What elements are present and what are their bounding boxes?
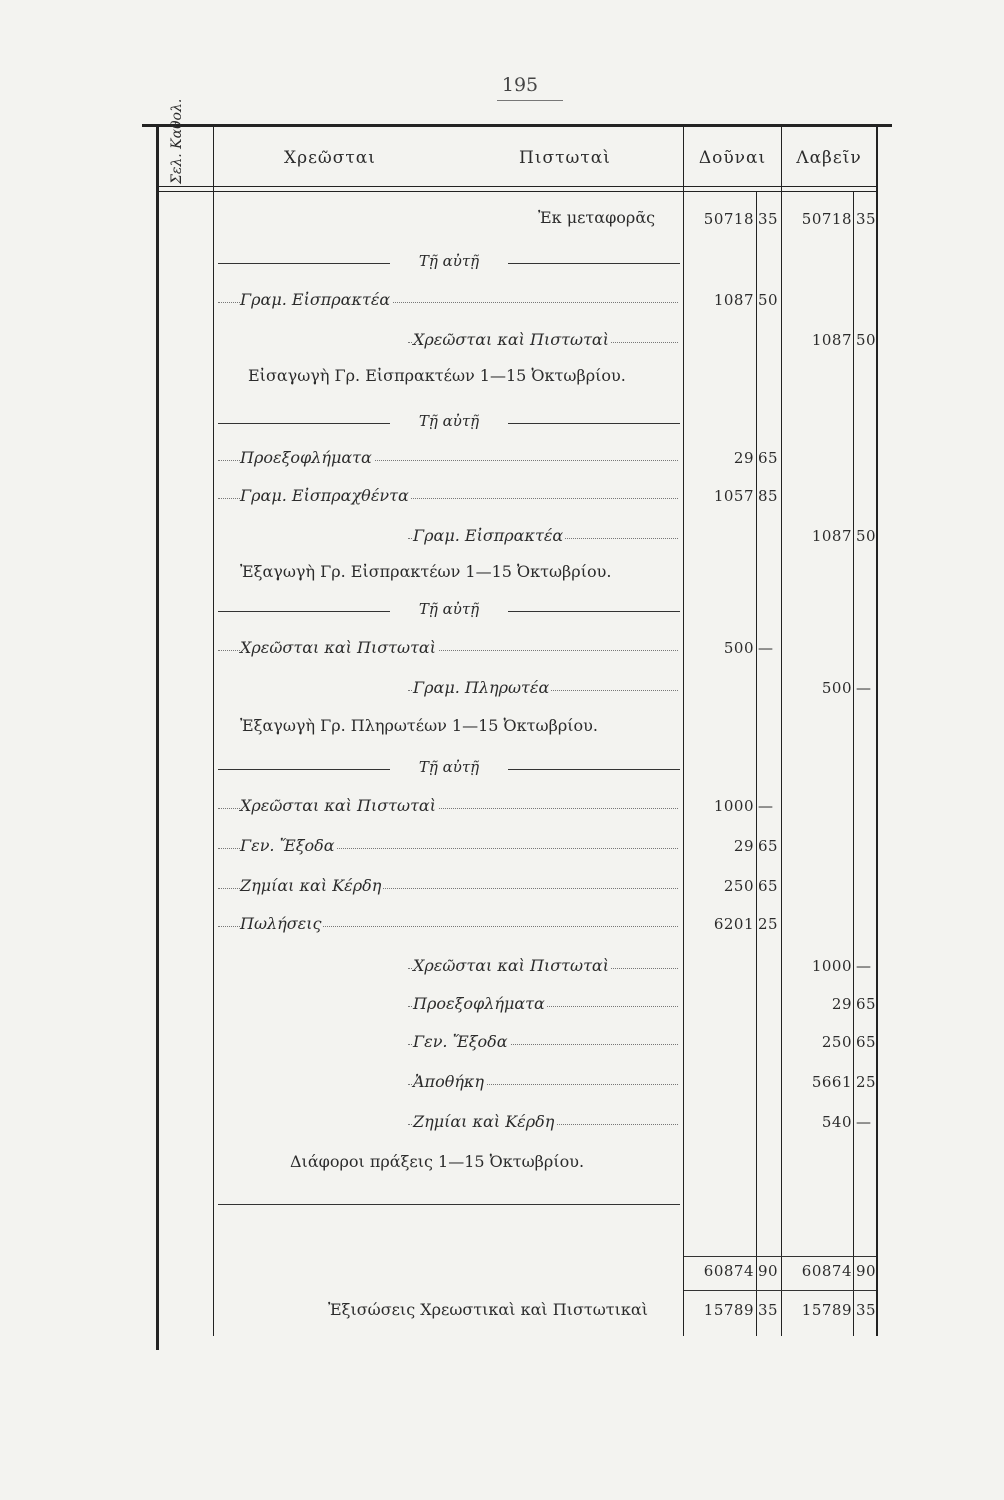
entry-line: Γραμ. Εἰσπρακτέα — [218, 526, 678, 550]
entry-description: Ἐξαγωγὴ Γρ. Εἰσπρακτέων 1—15 Ὀκτωβρίου. — [240, 562, 612, 581]
header-rule-2 — [158, 191, 876, 192]
amount-cents: 25 — [856, 1073, 877, 1091]
date-heading: Τῇ αὐτῇ — [218, 412, 680, 434]
entry-line: Χρεῶσται καὶ Πιστωταὶ — [218, 796, 678, 820]
totals-underline — [684, 1290, 876, 1291]
credit-cents-rule — [853, 192, 854, 1336]
amount-cents: 85 — [758, 487, 779, 505]
ref-column-header: Σελ. Καθολ. — [169, 98, 185, 184]
amount-cents: — — [856, 957, 872, 975]
balance-dr: 15789 — [703, 1301, 754, 1319]
total-dr-cents: 90 — [758, 1262, 779, 1280]
amount: 1087 — [811, 331, 852, 349]
ref-col-rule — [213, 124, 214, 1336]
amount-cents: 65 — [758, 837, 779, 855]
balance-row: Ἐξισώσεις Χρεωστικαὶ καὶ Πιστωτικαὶ — [328, 1300, 648, 1319]
page-number: 195 — [501, 74, 539, 96]
right-border — [876, 124, 878, 1336]
entry-line: Ζημίαι καὶ Κέρδη — [218, 876, 678, 900]
entry-line: Γεν. Ἔξοδα — [218, 836, 678, 860]
carry-forward-row: Ἐκ μεταφορᾶς — [538, 208, 656, 227]
entry-line: Γραμ. Πληρωτέα — [218, 678, 678, 702]
totals-rule — [684, 1256, 876, 1257]
entry-description: Διάφοροι πράξεις 1—15 Ὀκτωβρίου. — [290, 1152, 585, 1171]
amount-cents: 25 — [758, 915, 779, 933]
entry-line: Ἀποθήκη — [218, 1072, 678, 1096]
debit-col-rule — [683, 124, 684, 1336]
entry-line: Ζημίαι καὶ Κέρδη — [218, 1112, 678, 1136]
amount-cents: 50 — [856, 527, 877, 545]
debit-cents-rule — [756, 192, 757, 1336]
amount: 500 — [821, 679, 852, 697]
debit-column-header: Χρεῶσται — [284, 148, 376, 168]
date-heading: Τῇ αὐτῇ — [218, 600, 680, 622]
dr-amount-header: Δοῦναι — [698, 148, 767, 168]
carry-dr: 50718 — [703, 210, 754, 228]
total-cr: 60874 — [801, 1262, 852, 1280]
entry-line: Προεξοφλήματα — [218, 448, 678, 472]
amount-cents: — — [856, 679, 872, 697]
amount: 5661 — [811, 1073, 852, 1091]
carry-dr-cents: 35 — [758, 210, 779, 228]
amount-cents: 65 — [856, 995, 877, 1013]
amount-cents: 65 — [758, 877, 779, 895]
balance-cr: 15789 — [801, 1301, 852, 1319]
balance-dr-cents: 35 — [758, 1301, 779, 1319]
amount: 250 — [723, 877, 754, 895]
amount: 6201 — [713, 915, 754, 933]
closing-rule — [218, 1204, 680, 1205]
amount: 1000 — [811, 957, 852, 975]
date-heading: Τῇ αὐτῇ — [218, 252, 680, 274]
cr-amount-header: Λαβεῖν — [796, 148, 862, 168]
entry-line: Χρεῶσται καὶ Πιστωταὶ — [218, 330, 678, 354]
amount: 540 — [821, 1113, 852, 1131]
left-border — [156, 124, 159, 1350]
total-cr-cents: 90 — [856, 1262, 877, 1280]
amount-cents: — — [856, 1113, 872, 1131]
page-number-rule — [497, 100, 563, 101]
entry-description: Ἐξαγωγὴ Γρ. Πληρωτέων 1—15 Ὀκτωβρίου. — [240, 716, 598, 735]
entry-line: Χρεῶσται καὶ Πιστωταὶ — [218, 956, 678, 980]
amount: 1087 — [713, 291, 754, 309]
entry-line: Γεν. Ἔξοδα — [218, 1032, 678, 1056]
amount-cents: 50 — [758, 291, 779, 309]
credit-col-rule — [781, 124, 782, 1336]
amount-cents: 65 — [856, 1033, 877, 1051]
amount-cents: 50 — [856, 331, 877, 349]
date-heading: Τῇ αὐτῇ — [218, 758, 680, 780]
amount: 1000 — [713, 797, 754, 815]
credit-column-header: Πιστωταὶ — [519, 148, 611, 168]
carry-cr-cents: 35 — [856, 210, 877, 228]
amount-cents: 65 — [758, 449, 779, 467]
amount: 1057 — [713, 487, 754, 505]
total-dr: 60874 — [703, 1262, 754, 1280]
amount: 1087 — [811, 527, 852, 545]
entry-line: Γραμ. Εἰσπραχθέντα — [218, 486, 678, 510]
entry-line: Πωλήσεις — [218, 914, 678, 938]
balance-cr-cents: 35 — [856, 1301, 877, 1319]
amount: 29 — [733, 449, 754, 467]
top-rule — [142, 124, 892, 127]
amount: 500 — [723, 639, 754, 657]
header-rule — [158, 186, 876, 187]
entry-description: Εἰσαγωγὴ Γρ. Εἰσπρακτέων 1—15 Ὀκτωβρίου. — [248, 366, 626, 385]
carry-cr: 50718 — [801, 210, 852, 228]
amount: 29 — [733, 837, 754, 855]
entry-line: Χρεῶσται καὶ Πιστωταὶ — [218, 638, 678, 662]
entry-line: Γραμ. Εἰσπρακτέα — [218, 290, 678, 314]
amount: 250 — [821, 1033, 852, 1051]
amount-cents: — — [758, 797, 774, 815]
amount: 29 — [831, 995, 852, 1013]
entry-line: Προεξοφλήματα — [218, 994, 678, 1018]
amount-cents: — — [758, 639, 774, 657]
